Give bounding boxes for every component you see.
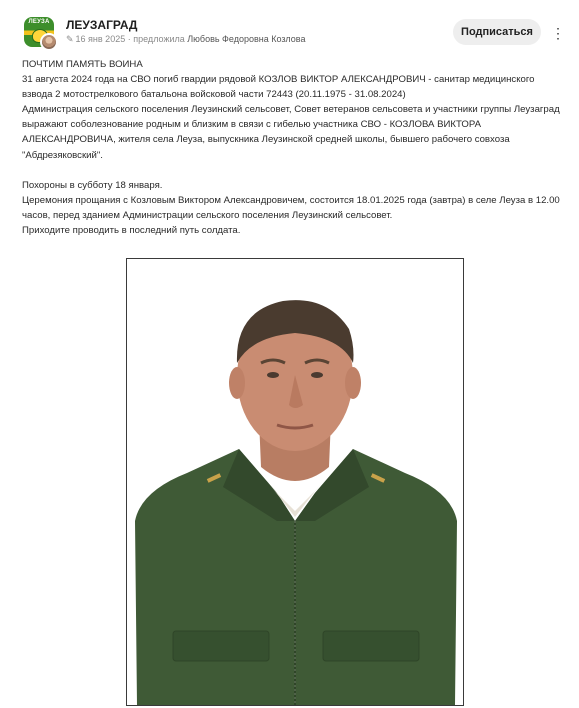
meta-separator: · (127, 34, 131, 44)
post-header (0, 0, 579, 56)
post-paragraph: Приходите проводить в последний путь солдата. (22, 224, 241, 236)
author-name[interactable]: Любовь Федоровна Козлова (187, 34, 306, 44)
channel-logo-text: ЛЕУЗА (28, 19, 50, 25)
author-avatar (40, 33, 58, 51)
subscribe-button[interactable]: Подписаться (453, 19, 541, 45)
portrait-illustration (127, 259, 463, 705)
suggested-label: предложила (133, 34, 185, 44)
post-date: 16 янв 2025 (75, 34, 126, 44)
portrait-photo[interactable] (126, 258, 464, 706)
channel-name[interactable]: ЛЕУЗАГРАД (66, 18, 138, 32)
post-title: ПОЧТИМ ПАМЯТЬ ВОИНА (22, 59, 143, 70)
post-paragraph: Церемония прощания с Козловым Виктором Александровичем, состоится 18.01.2025 года (завтра) в селе Леуза в 12.00 часов, перед зданием Администрации сельского поселения Леузинский сельсовет. (22, 194, 560, 221)
post-paragraph: Похороны в субботу 18 января. (22, 179, 163, 191)
more-options-icon[interactable]: ⋮ (551, 25, 565, 41)
channel-avatar[interactable] (24, 17, 58, 51)
post-paragraph: 31 августа 2024 года на СВО погиб гвардии рядовой КОЗЛОВ ВИКТОР АЛЕКСАНДРОВИЧ - санитар медицинского взвода 2 мотострелкового батальона войсковой части 72443 (20.11.1975 - 31.08.2024) (22, 74, 535, 101)
post-body (22, 57, 567, 238)
pencil-icon: ✎ (66, 34, 74, 44)
post-paragraph: Администрация сельского поселения Леузинский сельсовет, Совет ветеранов сельсовета и участники группы Леузаград выражают соболезнование родным и близким в связи с гибелью участника СВО - КОЗЛОВА ВИКТОРА АЛЕКСАНДРОВИЧА, жителя села Леуза, выпускника Леузинской средней школы, бывшего рабочего совхоза "Абдрезяковский". (22, 104, 560, 161)
paragraph-gap (22, 163, 567, 178)
post-meta (66, 34, 305, 45)
